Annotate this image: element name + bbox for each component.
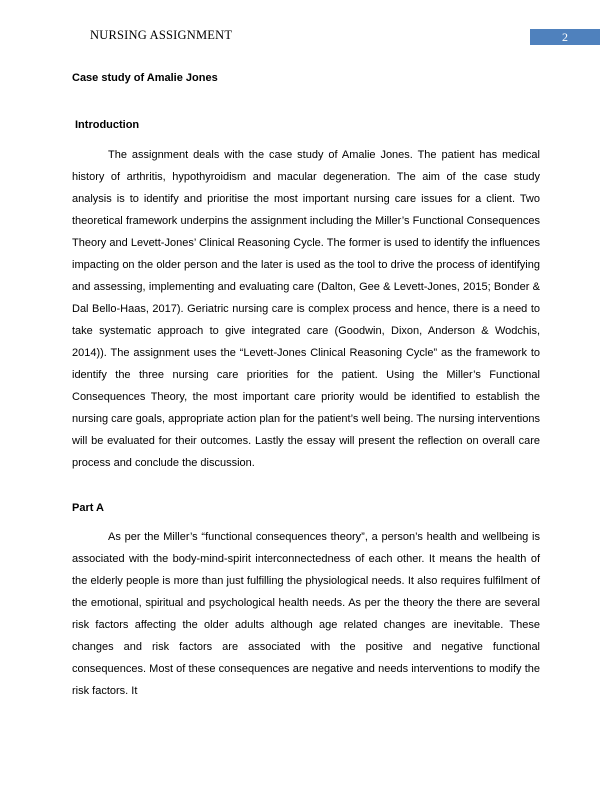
page-number-badge: 2: [530, 29, 600, 45]
section-heading-introduction: Introduction: [75, 119, 140, 131]
introduction-paragraph: The assignment deals with the case study of Amalie Jones. The patient has medical history of arthritis, hypothyroidism and macular degeneration. The aim of the case study analysis is to identify and prioritise the most important nursing care issues for a client. Two theoretical framework underpins the assignment including the Miller’s Functional Consequences Theory and Levett-Jones’ Clinical Reasoning Cycle. The former is used to identify the influences impacting on the older person and the later is used as the tool to drive the process of identifying and assessing, implementing and evaluating care (Dalton, Gee & Levett-Jones, 2015; Bonder & Dal Bello-Haas, 2017). Geriatric nursing care is complex process and hence, there is a need to take systematic approach to give integrated care (Goodwin, Dixon, Anderson & Wodchis, 2014)). The assignment uses the “Levett-Jones Clinical Reasoning Cycle” as the framework to identify the three nursing care priorities for the patient. Using the Miller’s Functional Consequences Theory, the most important care priority would be identified to establish the nursing care goals, appropriate action plan for the patient’s well being. The nursing interventions will be evaluated for their outcomes. Lastly the essay will present the reflection on overall care process and conclude the discussion.: [72, 149, 540, 469]
section-heading-part-a: Part A: [72, 502, 104, 514]
document-title: Case study of Amalie Jones: [72, 72, 218, 84]
part-a-paragraph: As per the Miller’s “functional consequences theory”, a person’s health and wellbeing is associated with the body-mind-spirit interconnectedness of each other. It means the health of the elderly people is more than just fulfilling the physiological needs. It also requires fulfilment of the emotional, spiritual and psychological health needs. As per the theory the there are several risk factors affecting the older adults although age related changes are inevitable. These changes and risk factors are associated with the positive and negative functional consequences. Most of these consequences are negative and needs interventions to modify the risk factors. It: [72, 531, 540, 697]
running-header-title: NURSING ASSIGNMENT: [90, 28, 233, 42]
